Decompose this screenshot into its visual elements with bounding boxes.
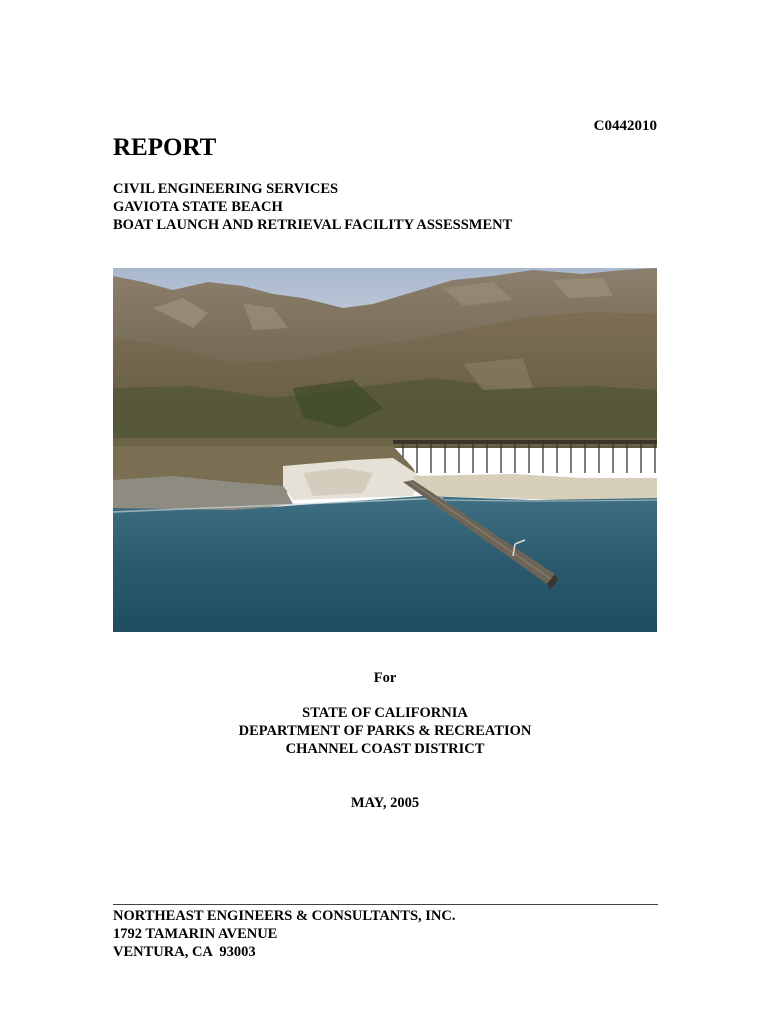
report-title: REPORT	[113, 134, 217, 161]
client-line-3: CHANNEL COAST DISTRICT	[285, 741, 485, 757]
aerial-coast-photo	[113, 268, 657, 632]
footer-company: NORTHEAST ENGINEERS & CONSULTANTS, INC.	[113, 908, 456, 924]
footer-divider	[113, 904, 658, 905]
subtitle-line-3: BOAT LAUNCH AND RETRIEVAL FACILITY ASSESSMENT	[113, 217, 513, 233]
subtitle-line-2: GAVIOTA STATE BEACH	[113, 199, 283, 215]
document-id: C0442010	[593, 118, 657, 134]
cover-photo	[113, 268, 657, 632]
subtitle-line-1: CIVIL ENGINEERING SERVICES	[113, 181, 339, 197]
client-line-2: DEPARTMENT OF PARKS & RECREATION	[238, 723, 532, 739]
prepared-for-label: For	[373, 670, 397, 686]
footer-city: VENTURA, CA 93003	[113, 944, 256, 960]
client-line-1: STATE OF CALIFORNIA	[302, 705, 468, 721]
report-date: MAY, 2005	[350, 795, 420, 811]
footer-street: 1792 TAMARIN AVENUE	[113, 926, 278, 942]
